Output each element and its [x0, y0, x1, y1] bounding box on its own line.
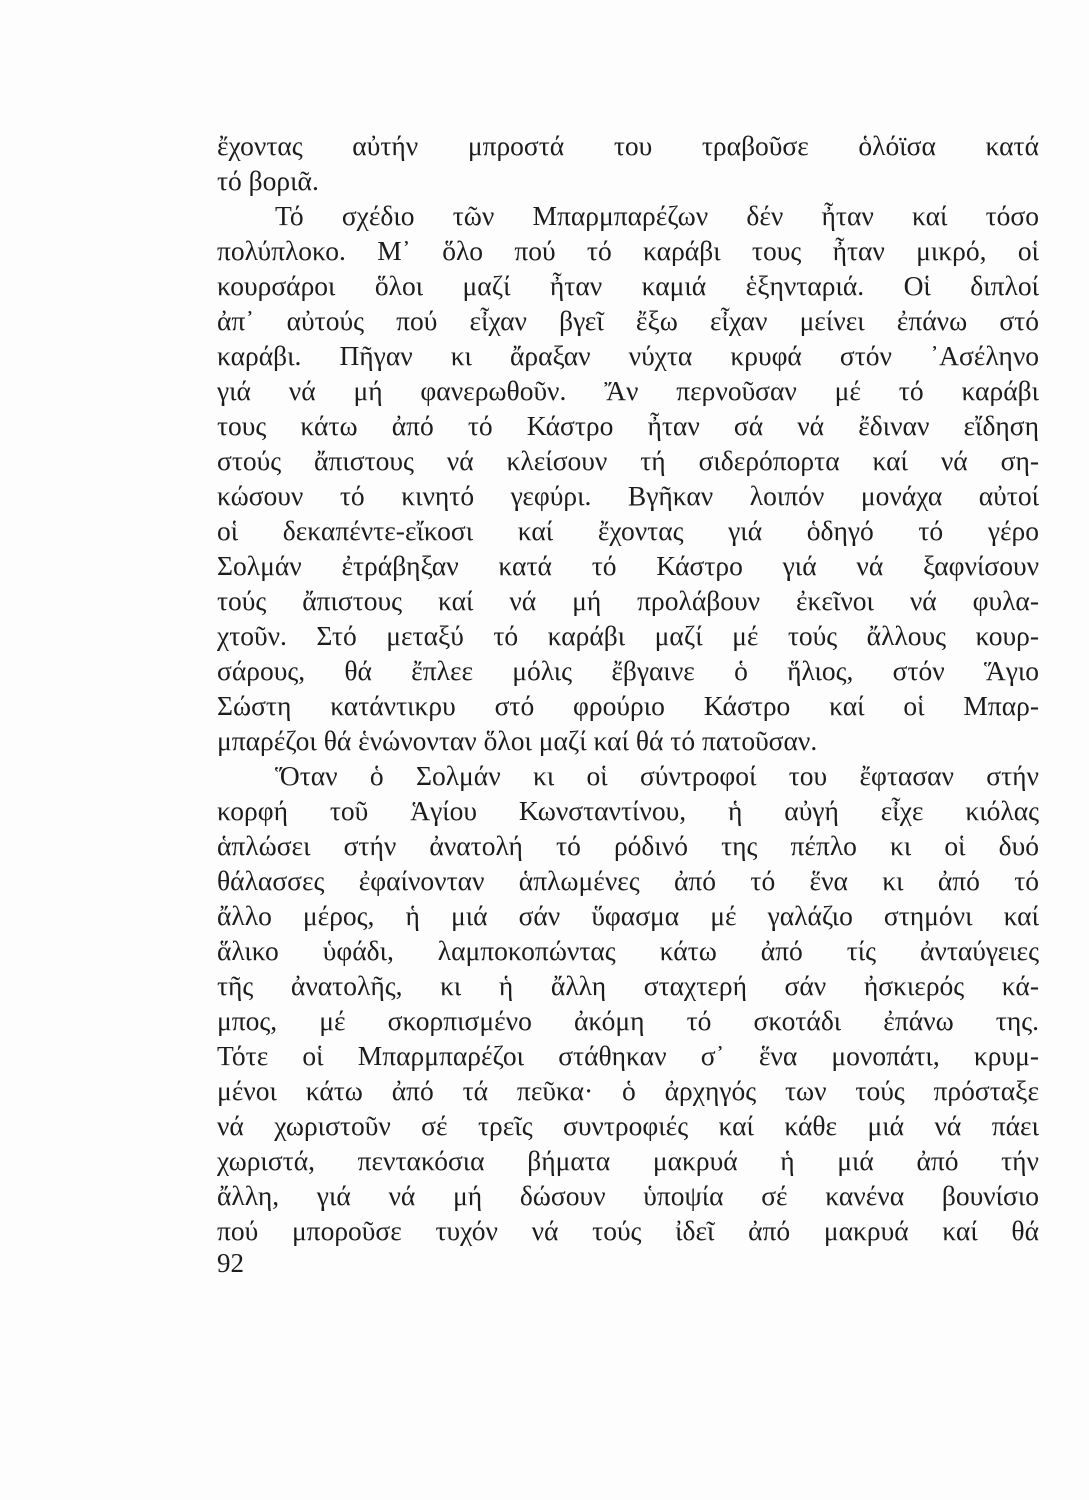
text-line: γιά νά μή φανερωθοῦν. Ἄν περνοῦσαν μέ τό καράβι [217, 375, 1039, 406]
text-line: θάλασσες ἐφαίνονταν ἁπλωμένες ἀπό τό ἕνα κι ἀπό τό [217, 865, 1039, 896]
text-line: καράβι. Πῆγαν κι ἄραξαν νύχτα κρυφά στόν ᾿Ασέληνο [217, 340, 1039, 371]
text-line: ἄλλη, γιά νά μή δώσουν ὑποψία σέ κανένα βουνίσιο [217, 1180, 1039, 1211]
text-line: τούς ἄπιστους καί νά μή προλάβουν ἐκεῖνοι νά φυλα- [217, 585, 1039, 616]
text-line: Τότε οἱ Μπαρμπαρέζοι στάθηκαν σ᾽ ἕνα μονοπάτι, κρυμ- [217, 1040, 1039, 1071]
page-number: 92 [217, 1248, 244, 1278]
text-line: Σώστη κατάντικρυ στό φρούριο Κάστρο καί οἱ Μπαρ- [217, 690, 1039, 721]
text-line: μπαρέζοι θά ἑνώνονταν ὅλοι μαζί καί θά τό πατοῦσαν. [217, 725, 818, 756]
text-line: ἅλικο ὑφάδι, λαμποκοπώντας κάτω ἀπό τίς ἀνταύγειες [217, 935, 1039, 966]
text-line: κώσουν τό κινητό γεφύρι. Βγῆκαν λοιπόν μονάχα αὐτοί [217, 480, 1039, 511]
text-line: νά χωριστοῦν σέ τρεῖς συντροφιές καί κάθε μιά νά πάει [217, 1110, 1039, 1141]
text-line: ἔχοντας αὐτήν μπροστά του τραβοῦσε ὁλόϊσα κατά [217, 130, 1039, 161]
text-line: σάρους, θά ἔπλεε μόλις ἔβγαινε ὁ ἥλιος, στόν Ἅγιο [217, 655, 1039, 686]
text-line: τῆς ἀνατολῆς, κι ἡ ἄλλη σταχτερή σάν ἠσκιερός κά- [217, 970, 1039, 1001]
body-text [217, 128, 1039, 1248]
text-line: ἁπλώσει στήν ἀνατολή τό ρόδινό της πέπλο κι οἱ δυό [217, 830, 1039, 861]
text-line: ἀπ᾽ αὐτούς πού εἶχαν βγεῖ ἔξω εἶχαν μείνει ἐπάνω στό [217, 305, 1039, 336]
text-line: μένοι κάτω ἀπό τά πεῦκα· ὁ ἀρχηγός των τούς πρόσταξε [217, 1075, 1039, 1106]
text-line: τό βοριᾶ. [217, 165, 319, 196]
text-line: πού μποροῦσε τυχόν νά τούς ἰδεῖ ἀπό μακρυά καί θά [217, 1215, 1039, 1246]
text-line: στούς ἄπιστους νά κλείσουν τή σιδερόπορτα καί νά ση- [217, 445, 1039, 476]
text-line: κουρσάροι ὅλοι μαζί ἦταν καμιά ἑξηνταριά. Οἱ διπλοί [217, 270, 1039, 301]
text-line: μπος, μέ σκορπισμένο ἀκόμη τό σκοτάδι ἐπάνω της. [217, 1005, 1039, 1036]
text-line: χωριστά, πεντακόσια βήματα μακρυά ἡ μιά ἀπό τήν [217, 1145, 1039, 1176]
text-line: τους κάτω ἀπό τό Κάστρο ἦταν σά νά ἔδιναν εἴδηση [217, 410, 1039, 441]
text-line: Ὅταν ὁ Σολμάν κι οἱ σύντροφοί του ἔφτασαν στήν [275, 760, 1039, 791]
text-line: Τό σχέδιο τῶν Μπαρμπαρέζων δέν ἦταν καί τόσο [275, 200, 1039, 231]
text-line: κορφή τοῦ Ἁγίου Κωνσταντίνου, ἡ αὐγή εἶχε κιόλας [217, 795, 1039, 826]
text-line: πολύπλοκο. Μ᾽ ὅλο πού τό καράβι τους ἦταν μικρό, οἱ [217, 235, 1039, 266]
text-line: χτοῦν. Στό μεταξύ τό καράβι μαζί μέ τούς ἄλλους κουρ- [217, 620, 1039, 651]
text-line: οἱ δεκαπέντε-εἴκοσι καί ἔχοντας γιά ὁδηγό τό γέρο [217, 515, 1039, 546]
text-line: Σολμάν ἐτράβηξαν κατά τό Κάστρο γιά νά ξαφνίσουν [217, 550, 1039, 581]
text-line: ἄλλο μέρος, ἡ μιά σάν ὕφασμα μέ γαλάζιο στημόνι καί [217, 900, 1039, 931]
